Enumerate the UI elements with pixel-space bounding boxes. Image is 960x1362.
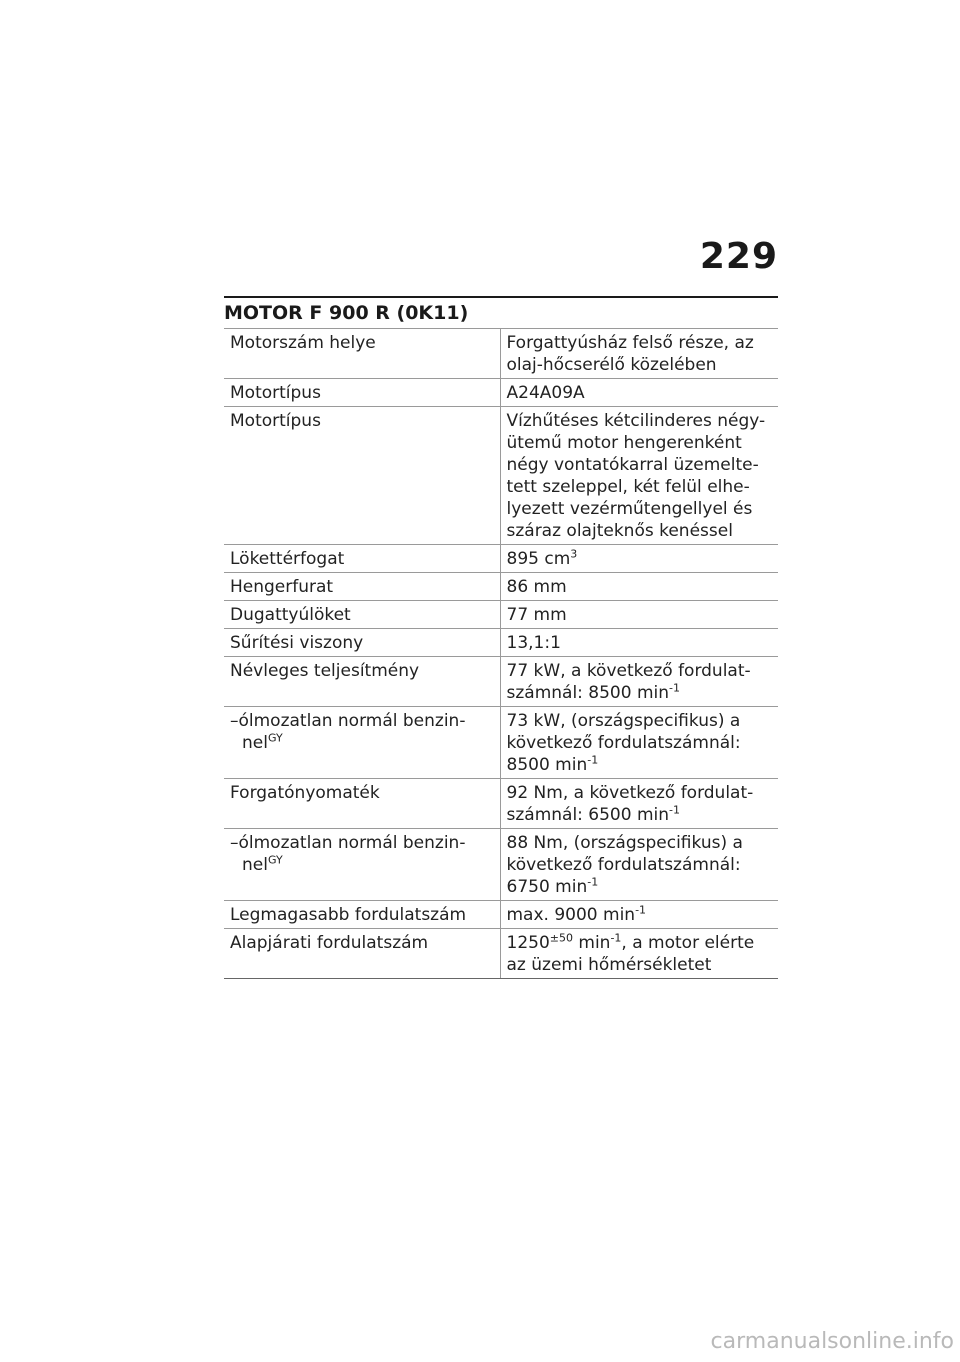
spec-label: Lökettérfogat [224,545,500,573]
table-row [224,929,778,979]
spec-value: 92 Nm, a következő fordulat- számnál: 6500 $\min^{-1}$ [500,779,778,829]
table-row [224,329,778,379]
section-title: MOTOR F 900 R (0K11) [224,296,778,324]
spec-label: Forgatónyomaték [224,779,500,829]
spec-value: 13,1:1 [500,629,778,657]
table-row [224,573,778,601]
spec-value: 77 mm [500,601,778,629]
watermark: carmanualsonline.info [710,1329,954,1354]
table-row [224,707,778,779]
table-row [224,829,778,901]
spec-label: Motortípus [224,379,500,407]
spec-value: 88 Nm, (országspecifikus) a következő fordulatszámnál: 6750 $\min^{-1}$ [500,829,778,901]
table-row [224,545,778,573]
table-row [224,657,778,707]
spec-value: 73 kW, (országspecifikus) a következő fordulatszámnál: 8500 $\min^{-1}$ [500,707,778,779]
spec-label: Legmagasabb fordulatszám [224,901,500,929]
spec-value: Vízhűtéses kétcilinderes négy- ütemű motor hengerenként négy vontatókarral üzemelte- tett szeleppel, két felül elhe- lyezett vezérműtengellyel és száraz olajteknős kenéssel [500,407,778,545]
spec-value: max. 9000 $\min^{-1}$ [500,901,778,929]
spec-label: –ólmozatlan normál benzin- nel$^{GY}$ [224,707,500,779]
spec-label: Alapjárati fordulatszám [224,929,500,979]
spec-value: 895 $cm^3$ [500,545,778,573]
page-number: 229 [699,236,778,277]
spec-value: Forgattyúsház felső része, az olaj-hőcserélő közelében [500,329,778,379]
spec-value: A24A09A [500,379,778,407]
spec-value: 77 kW, a következő fordulat- számnál: 8500 $\min^{-1}$ [500,657,778,707]
spec-label: Névleges teljesítmény [224,657,500,707]
spec-label: Motorszám helye [224,329,500,379]
table-row [224,629,778,657]
spec-label: Sűrítési viszony [224,629,500,657]
table-row [224,407,778,545]
table-row [224,901,778,929]
spec-label: Dugattyúlöket [224,601,500,629]
spec-label: –ólmozatlan normál benzin- nel$^{GY}$ [224,829,500,901]
engine-spec-table [224,328,778,979]
spec-label: Motortípus [224,407,500,545]
table-row [224,779,778,829]
table-row [224,601,778,629]
table-row [224,379,778,407]
spec-value: 86 mm [500,573,778,601]
spec-value: $1250^{\pm 50}$ $\min^{-1}$, a motor elérte az üzemi hőmérsékletet [500,929,778,979]
spec-label: Hengerfurat [224,573,500,601]
